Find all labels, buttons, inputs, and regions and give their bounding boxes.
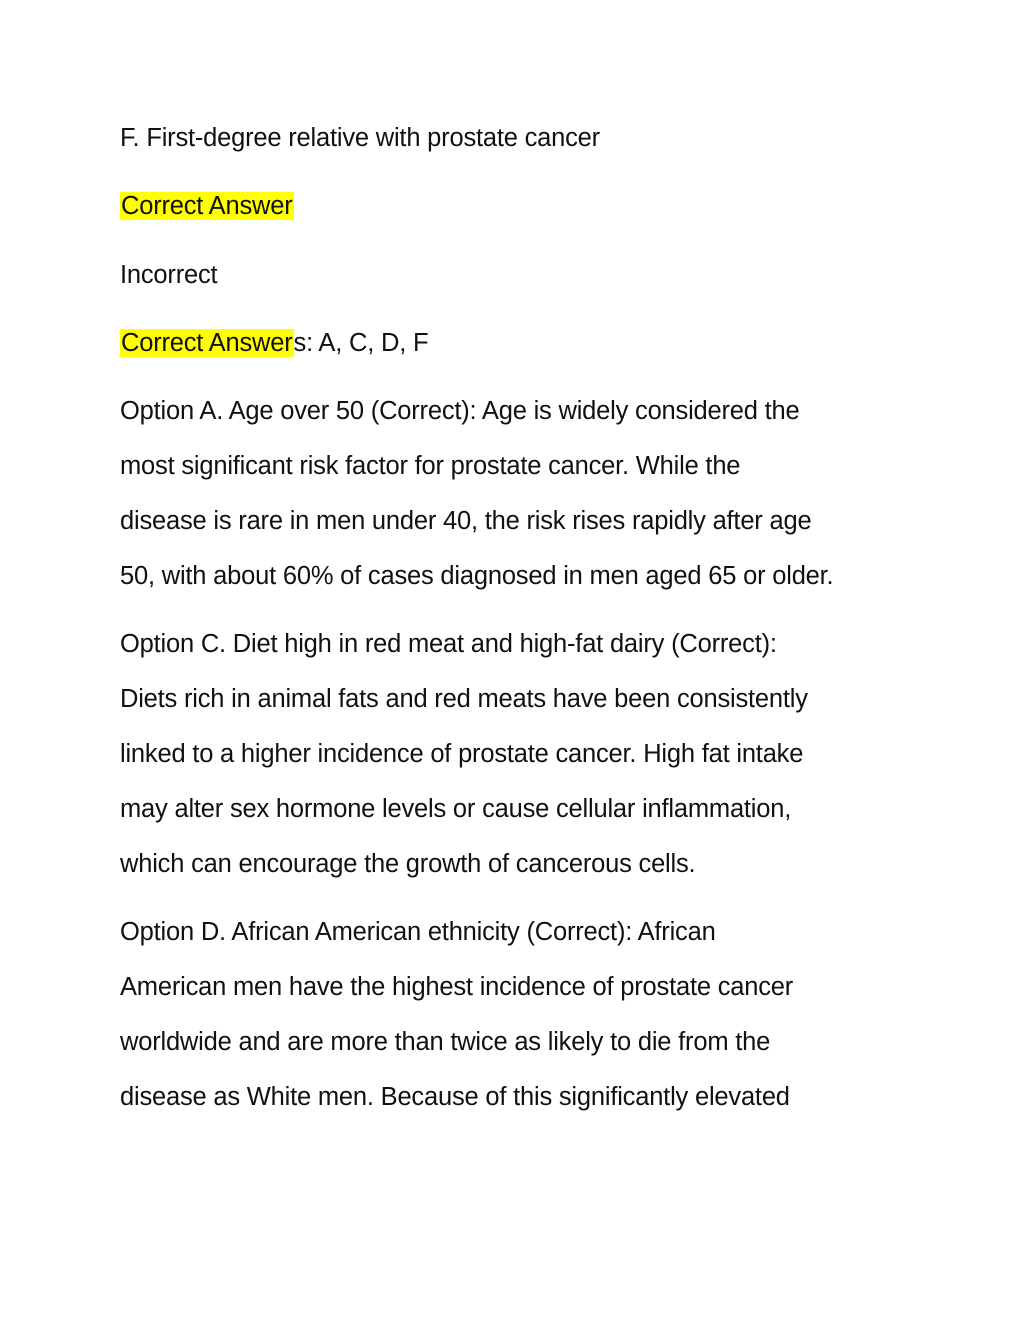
explanation-line: Diets rich in animal fats and red meats have been consistently: [120, 685, 808, 713]
explanation-line: which can encourage the growth of cancerous cells.: [120, 850, 696, 878]
correct-answer-highlight: Correct Answer: [121, 192, 293, 220]
explanation-line: worldwide and are more than twice as likely to die from the: [120, 1028, 771, 1056]
correct-answer-label: [120, 188, 294, 224]
explanation-line: Option D. African American ethnicity (Correct): African: [120, 918, 716, 946]
option-f-text: F. First-degree relative with prostate cancer: [120, 124, 600, 152]
explanation-line: linked to a higher incidence of prostate cancer. High fat intake: [120, 740, 804, 768]
correct-answers-highlight: Correct Answer: [121, 329, 293, 357]
explanation-line: 50, with about 60% of cases diagnosed in men aged 65 or older.: [120, 562, 834, 590]
correct-answers-line: [120, 325, 428, 361]
explanation-line: disease is rare in men under 40, the risk rises rapidly after age: [120, 507, 812, 535]
explanation-line: American men have the highest incidence of prostate cancer: [120, 973, 794, 1001]
result-status: Incorrect: [120, 261, 218, 289]
explanation-line: Option A. Age over 50 (Correct): Age is widely considered the: [120, 397, 800, 425]
explanation-line: most significant risk factor for prostate cancer. While the: [120, 452, 741, 480]
explanation-line: Option C. Diet high in red meat and high-fat dairy (Correct):: [120, 630, 777, 658]
explanation-line: disease as White men. Because of this significantly elevated: [120, 1083, 790, 1111]
explanation-line: may alter sex hormone levels or cause cellular inflammation,: [120, 795, 792, 823]
correct-answers-list: s: A, C, D, F: [293, 329, 429, 357]
